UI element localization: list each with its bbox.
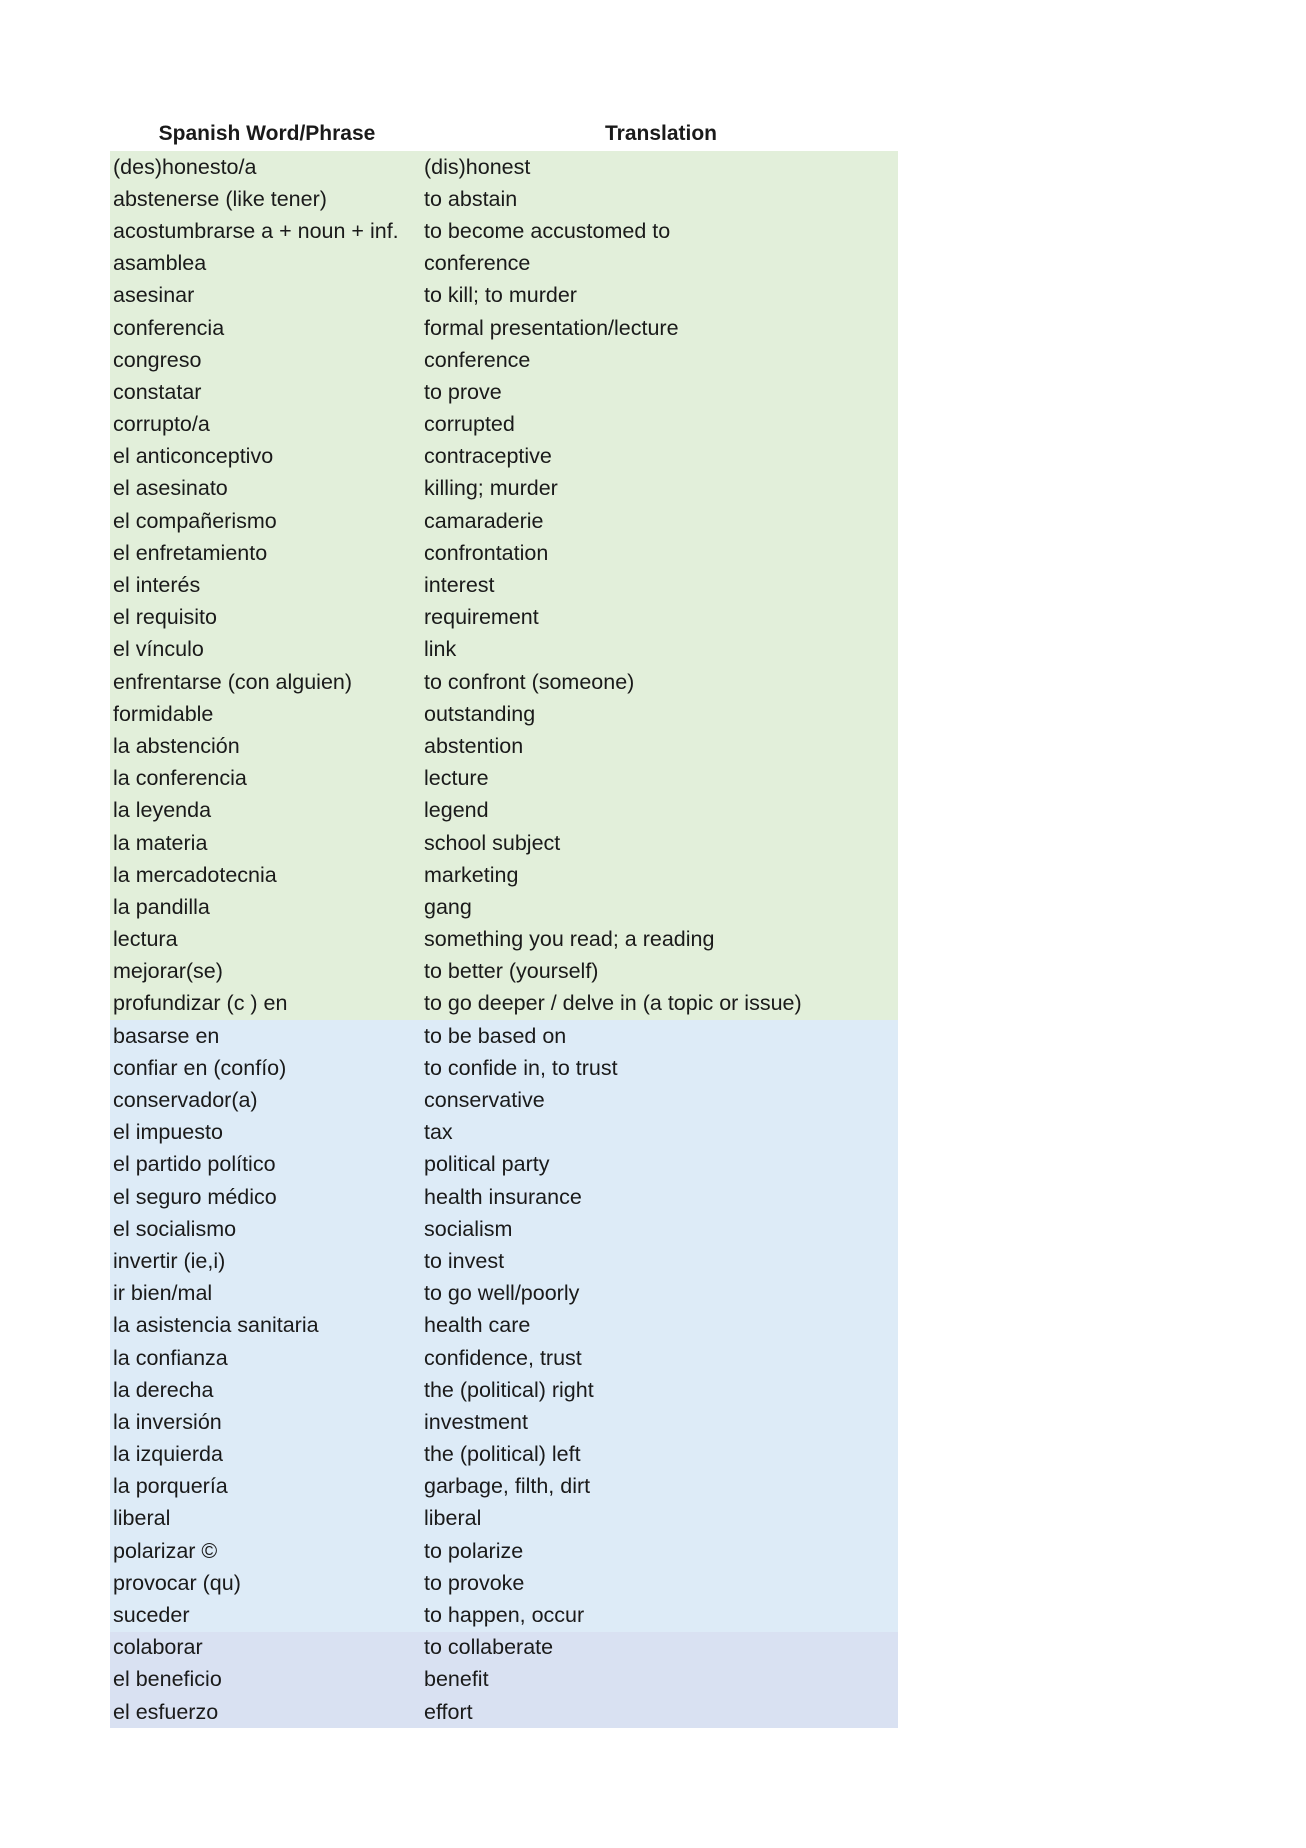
table-row [110,1696,898,1728]
spanish-cell: el vínculo [113,637,204,662]
table-row [110,248,898,280]
translation-cell: to collaberate [424,1635,554,1660]
table-header [110,117,898,151]
table-row [110,730,898,762]
spanish-cell: basarse en [113,1023,220,1048]
spanish-cell: asamblea [113,251,207,276]
table-row [110,827,898,859]
spanish-cell: formidable [113,701,214,726]
spanish-cell: la abstención [113,733,240,758]
translation-cell: to confide in, to trust [424,1055,618,1080]
spanish-cell: el partido político [113,1152,276,1177]
translation-cell: contraceptive [424,444,552,469]
table-row [110,795,898,827]
translation-cell: the (political) right [424,1377,594,1402]
table-row [110,1084,898,1116]
table-row [110,215,898,247]
table-row [110,602,898,634]
translation-cell: liberal [424,1506,482,1531]
table-row [110,1599,898,1631]
translation-cell: corrupted [424,412,515,437]
translation-cell: to be based on [424,1023,567,1048]
spanish-cell: asesinar [113,283,195,308]
table-row [110,1664,898,1696]
spanish-cell: congreso [113,347,202,372]
translation-cell: interest [424,573,495,598]
table-row [110,312,898,344]
spanish-cell: la conferencia [113,766,247,791]
translation-cell: health care [424,1313,531,1338]
spanish-cell: confiar en (confío) [113,1055,287,1080]
spanish-cell: liberal [113,1506,171,1531]
translation-cell: conservative [424,1088,545,1113]
spanish-cell: el beneficio [113,1667,222,1692]
spanish-cell: el enfretamiento [113,540,268,565]
spanish-cell: el esfuerzo [113,1699,219,1724]
spanish-cell: la porquería [113,1474,228,1499]
translation-cell: to invest [424,1248,505,1273]
translation-cell: gang [424,894,472,919]
table-row [110,924,898,956]
table-row [110,1020,898,1052]
spanish-cell: invertir (ie,i) [113,1248,226,1273]
translation-cell: legend [424,798,489,823]
table-row [110,1406,898,1438]
table-row [110,891,898,923]
table-row [110,698,898,730]
table-row [110,1181,898,1213]
spanish-cell: corrupto/a [113,412,210,437]
table-row [110,956,898,988]
spanish-cell: mejorar(se) [113,959,223,984]
spanish-cell: conferencia [113,315,225,340]
table-row [110,1471,898,1503]
translation-cell: (dis)honest [424,154,531,179]
spanish-cell: la derecha [113,1377,214,1402]
translation-cell: effort [424,1699,473,1724]
translation-cell: abstention [424,733,524,758]
translation-cell: to polarize [424,1538,524,1563]
table-row [110,505,898,537]
table-row [110,634,898,666]
spanish-cell: profundizar (c ) en [113,991,288,1016]
translation-cell: to become accustomed to [424,218,671,243]
spanish-cell: la inversión [113,1409,222,1434]
table-row [110,441,898,473]
translation-cell: benefit [424,1667,489,1692]
translation-cell: to abstain [424,186,518,211]
translation-cell: confrontation [424,540,549,565]
vocabulary-table [110,117,898,1728]
translation-cell: to better (yourself) [424,959,599,984]
translation-cell: to provoke [424,1570,525,1595]
translation-cell: confidence, trust [424,1345,582,1370]
spanish-cell: suceder [113,1603,190,1628]
spanish-cell: provocar (qu) [113,1570,241,1595]
translation-cell: political party [424,1152,550,1177]
translation-cell: to go well/poorly [424,1281,580,1306]
translation-cell: health insurance [424,1184,582,1209]
spanish-cell: lectura [113,927,178,952]
table-row [110,1632,898,1664]
spanish-cell: acostumbrarse a + noun + inf. [113,218,399,243]
translation-cell: outstanding [424,701,536,726]
table-row [110,1342,898,1374]
spanish-cell: la pandilla [113,894,210,919]
table-row [110,859,898,891]
header-translation: Translation [604,122,718,145]
translation-cell: tax [424,1120,453,1145]
table-row [110,666,898,698]
table-row [110,537,898,569]
translation-cell: camaraderie [424,508,544,533]
translation-cell: requirement [424,605,539,630]
spanish-cell: la leyenda [113,798,212,823]
table-row [110,183,898,215]
table-row [110,1535,898,1567]
spanish-cell: la mercadotecnia [113,862,277,887]
table-row [110,1503,898,1535]
translation-cell: something you read; a reading [424,927,715,952]
spanish-cell: el impuesto [113,1120,223,1145]
spanish-cell: ir bien/mal [113,1281,213,1306]
translation-cell: conference [424,251,531,276]
translation-cell: to happen, occur [424,1603,585,1628]
table-row [110,1117,898,1149]
translation-cell: investment [424,1409,528,1434]
spanish-cell: la confianza [113,1345,228,1370]
spanish-cell: el requisito [113,605,217,630]
translation-cell: to go deeper / delve in (a topic or issue) [424,991,802,1016]
table-row [110,344,898,376]
translation-cell: socialism [424,1216,513,1241]
translation-cell: marketing [424,862,519,887]
table-row [110,409,898,441]
table-row [110,1567,898,1599]
spanish-cell: el asesinato [113,476,228,501]
spanish-cell: colaborar [113,1635,203,1660]
spanish-cell: constatar [113,379,202,404]
table-row [110,151,898,183]
table-row [110,1213,898,1245]
translation-cell: school subject [424,830,561,855]
table-row [110,1278,898,1310]
table-row [110,1149,898,1181]
spanish-cell: el socialismo [113,1216,237,1241]
spanish-cell: el compañerismo [113,508,277,533]
table-row [110,1310,898,1342]
spanish-cell: la izquierda [113,1442,223,1467]
translation-cell: lecture [424,766,489,791]
table-row [110,569,898,601]
table-body [110,151,898,1728]
table-row [110,1439,898,1471]
translation-cell: killing; murder [424,476,558,501]
spanish-cell: (des)honesto/a [113,154,257,179]
translation-cell: garbage, filth, dirt [424,1474,591,1499]
spanish-cell: enfrentarse (con alguien) [113,669,353,694]
table-row [110,763,898,795]
table-row [110,1052,898,1084]
table-row [110,280,898,312]
translation-cell: conference [424,347,531,372]
spanish-cell: abstenerse (like tener) [113,186,327,211]
header-spanish: Spanish Word/Phrase [158,122,376,145]
translation-cell: formal presentation/lecture [424,315,679,340]
spanish-cell: la materia [113,830,208,855]
translation-cell: to confront (someone) [424,669,635,694]
translation-cell: to kill; to murder [424,283,577,308]
table-row [110,988,898,1020]
table-row [110,1245,898,1277]
spanish-cell: la asistencia sanitaria [113,1313,319,1338]
table-row [110,1374,898,1406]
translation-cell: to prove [424,379,502,404]
table-row [110,376,898,408]
spanish-cell: conservador(a) [113,1088,258,1113]
spanish-cell: polarizar © [113,1538,218,1563]
spanish-cell: el seguro médico [113,1184,277,1209]
spanish-cell: el anticonceptivo [113,444,274,469]
table-row [110,473,898,505]
translation-cell: link [424,637,457,662]
translation-cell: the (political) left [424,1442,581,1467]
spanish-cell: el interés [113,573,201,598]
